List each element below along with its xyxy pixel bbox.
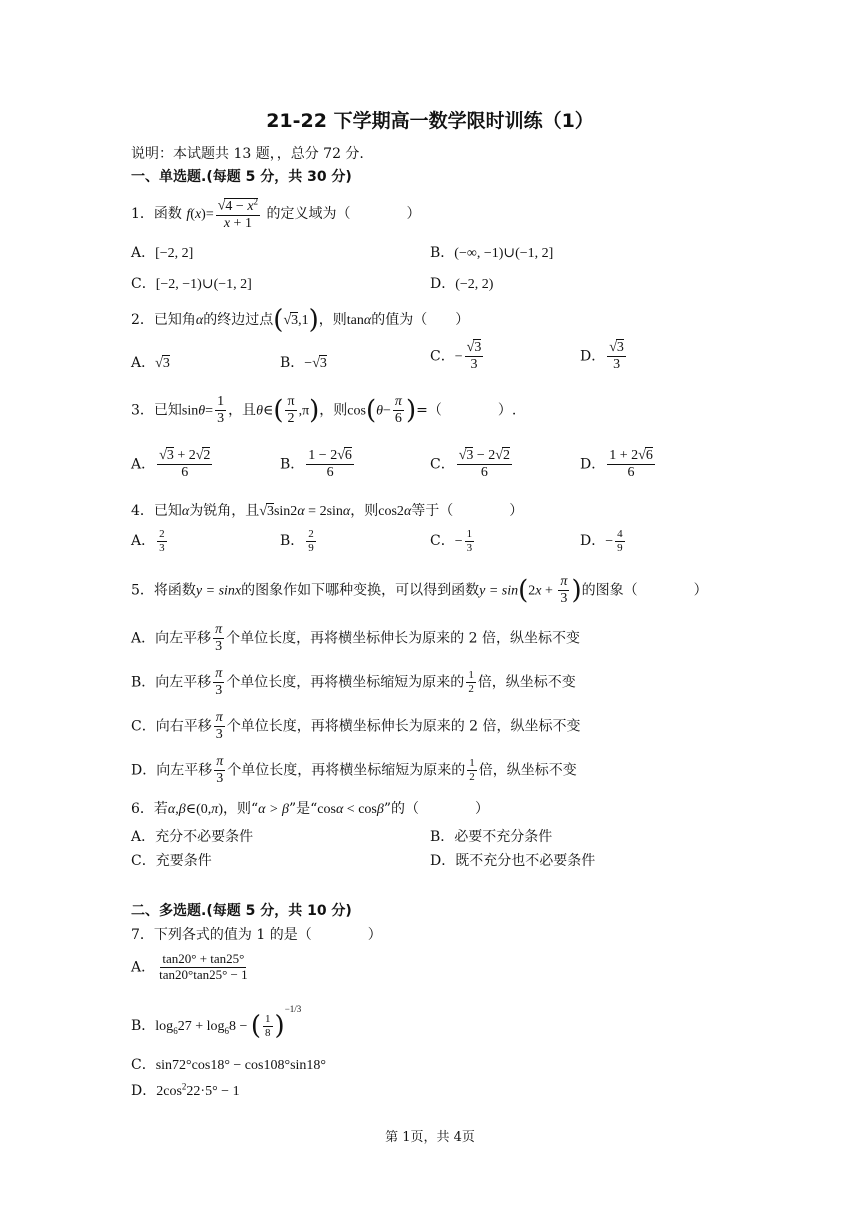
q6-option-a[interactable]: A．充分不必要条件 [131,829,254,845]
question-3: 3．已知sinθ= $\frac{1}{3}$ ，且θ∈( $\frac{\pi}{2}$ ,π)，则cos(θ− $\frac{\pi}{6}$ )=（ ）. [131,394,517,427]
question-2: 2．已知角α的终边过点(√3,1)，则tanα的值为（ ） [131,305,470,335]
question-7: 7．下列各式的值为 1 的是（ ） [131,927,382,943]
q3-option-b[interactable]: B． $\frac{1 - 2√6}{6}$ [280,448,352,481]
question-5: 5．将函数y = sinx的图象作如下哪种变换，可以得到函数y = sin(2x + $\frac{\pi}{3}$ )的图象（ ） [131,574,708,607]
q2-option-d[interactable]: D． $\frac{√3}{3}$ [580,340,624,373]
question-6: 6．若α,β∈(0,π)，则“α > β”是“cosα < cosβ”的（ ） [131,801,490,817]
q2-option-a[interactable]: A．√3 [131,355,170,371]
q1-option-b[interactable]: B．(−∞, −1)∪(−1, 2] [430,245,554,261]
q7-option-d[interactable]: D．$2\cos^222\cdot 5^\circ - 1$ [131,1081,240,1099]
q1-fraction: $\frac{√4 - x^2}{x + 1}$ [217,196,259,231]
q6-option-c[interactable]: C．充要条件 [131,853,212,869]
exam-note: 说明：本试题共 13 题，，总分 72 分. [131,146,364,162]
section-multi-choice: 二、多选题.(每题 5 分，共 10 分) [131,903,352,919]
q2-option-b[interactable]: B．−√3 [280,355,327,371]
section-single-choice: 一、单选题.(每题 5 分，共 30 分) [131,169,352,185]
q4-option-c[interactable]: C．− $\frac{1}{3}$ [430,528,473,554]
q5-option-d[interactable]: D．向左平移 $\frac{\pi}{3}$ 个单位长度，再将横坐标缩短为原来的 $\frac{1}{2}$ 倍，纵坐标不变 [131,754,577,787]
q7-option-c[interactable]: C．sin72°cos18° − cos108°sin18° [131,1057,327,1073]
q4-option-b[interactable]: B． $\frac{2}{9}$ [280,528,314,554]
page-footer: 第 1页，共 4页 [385,1130,475,1145]
q5-option-b[interactable]: B．向左平移 $\frac{\pi}{3}$ 个单位长度，再将横坐标缩短为原来的 $\frac{1}{2}$ 倍，纵坐标不变 [131,666,576,699]
q1-stem-a: 1．函数 [131,205,182,222]
q4-option-d[interactable]: D．− $\frac{4}{9}$ [580,528,623,554]
q5-option-c[interactable]: C．向右平移 $\frac{\pi}{3}$ 个单位长度，再将横坐标伸长为原来的 2 倍，纵坐标不变 [131,710,581,743]
q1-stem-b: 的定义域为（ ） [266,205,421,222]
question-1: 1．函数 f(x)= $\frac{√4 - x^2}{x + 1}$ 的定义域为（ ） [131,196,421,231]
q2-option-c[interactable]: C．− $\frac{√3}{3}$ [430,340,482,373]
q3-option-c[interactable]: C． $\frac{√3 - 2√2}{6}$ [430,448,510,481]
q4-option-a[interactable]: A． $\frac{2}{3}$ [131,528,165,554]
q3-option-d[interactable]: D． $\frac{1 + 2√6}{6}$ [580,448,653,481]
q6-option-b[interactable]: B．必要不充分条件 [430,829,553,845]
q1-option-c[interactable]: C．[−2, −1)∪(−1, 2] [131,276,252,292]
q7-option-a[interactable]: A． $\frac{\tan 20^\circ + \tan 25^\circ}{\tan 20^\circ\tan 25^\circ - 1}$ [131,951,248,982]
q7-option-b[interactable]: B．$\log_627 + \log_68$ − ( $\frac{1}{8}$ )$^{-1/3}$ [131,1004,302,1041]
q3-option-a[interactable]: A． $\frac{√3 + 2√2}{6}$ [131,448,211,481]
question-4: 4．已知α为锐角，且√3sin2α = 2sinα，则cos2α等于（ ） [131,503,524,519]
q1-option-a[interactable]: A．[−2, 2] [131,245,194,261]
q5-option-a[interactable]: A．向左平移 $\frac{\pi}{3}$ 个单位长度，再将横坐标伸长为原来的 2 倍，纵坐标不变 [131,622,580,655]
q1-option-d[interactable]: D．(−2, 2) [430,276,494,292]
q6-option-d[interactable]: D．既不充分也不必要条件 [430,853,596,869]
page-title: 21-22 下学期高一数学限时训练（1） [266,110,594,132]
